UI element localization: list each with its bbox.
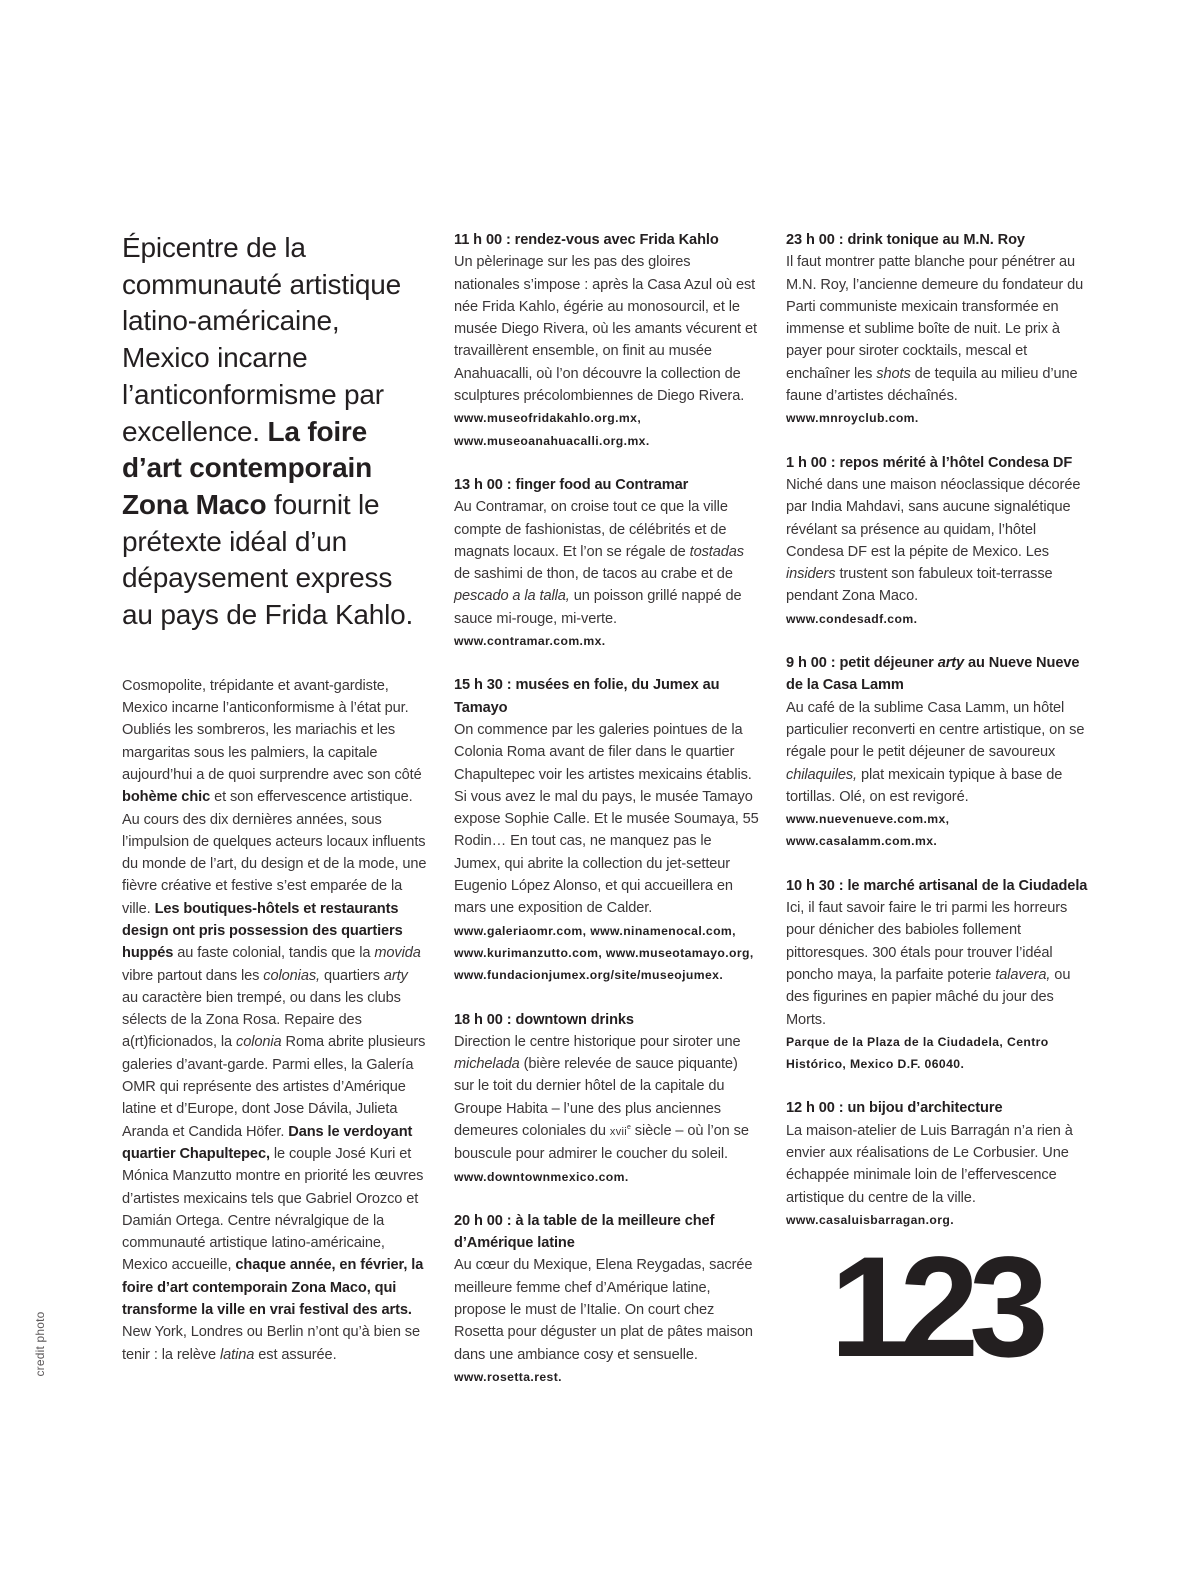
page-number: 123 [830,1228,1039,1387]
entry-text: La maison-atelier de Luis Barragán n’a rien à envier aux réalisations de Le Corbusier. Une échappée minimale loin de l’effervescence artistique du centre de la ville. [786,1122,1073,1206]
entry-url: www.contramar.com.mx. [454,634,606,649]
column-intro [122,229,427,1366]
entry-text: Au Contramar, on croise tout ce que la ville compte de fashionistas, de célébrités et de magnats locaux. Et l’on se régale de tostadas de sashimi de thon, de tacos au crabe et de pescado a la talla, un poisson grillé nappé de sauce mi-rouge, mi-verte. [454,499,744,627]
column-itinerary-1 [454,229,759,1410]
itinerary-entry-mn-roy [786,229,1091,430]
entry-text: Au café de la sublime Casa Lamm, un hôtel particulier reconverti en centre artistique, on se régale pour le petit déjeuner de savoureux chilaquiles, plat mexicain typique à base de tortillas. Olé, on est revigoré. [786,699,1085,805]
itinerary-entry-condesa-df [786,452,1091,630]
entry-text: Ici, il faut savoir faire le tri parmi les horreurs pour dénicher des babioles follement pittoresques. 300 étals pour trouver l’idéal poncho maya, la parfaite poterie talavera, ou des figurines en papier mâché du jour des Morts. [786,900,1071,1028]
entry-url: www.downtownmexico.com. [454,1169,629,1184]
entry-heading: 18 h 00 : downtown drinks [454,1011,634,1028]
entry-heading: 20 h 00 : à la table de la meilleure chef d’Amérique latine [454,1212,715,1252]
itinerary-entry-ciudadela [786,875,1091,1076]
body-paragraph: Cosmopolite, trépidante et avant-gardiste, Mexico incarne l’anticonformisme à l’état pur. Oubliés les sombreros, les mariachis et les margaritas sous les palmiers, la capitale aujourd’hui a de quoi surprendre avec son côté bohème chic et son effervescence artistique. Au cours des dix dernières années, sous l’impulsion de quelques acteurs locaux influents du monde de l’art, du design et de la mode, une fièvre créative et festive s’est emparée de la ville. Les boutiques-hôtels et restaurants design ont pris possession des quartiers huppés au faste colonial, tandis que la movida vibre partout dans les colonias, quartiers arty au caractère bien trempé, ou dans les clubs sélects de la Zona Rosa. Repaire des a(rt)ficionados, la colonia Roma abrite plusieurs galeries d’avant-garde. Parmi elles, la Galería OMR qui représente des artistes d’Amérique latine et d’Europe, dont Jose Dávila, Julieta Aranda et Candida Höfer. Dans le verdoyant quartier Chapultepec, le couple José Kuri et Mónica Manzutto montre en priorité les œuvres d’artistes mexicains tels que Gabriel Orozco et Damián Ortega. Centre névralgique de la communauté artistique latino-américaine, Mexico accueille, chaque année, en février, la foire d’art contemporain Zona Maco, qui transforme la ville en vrai festival des arts. New York, Londres ou Berlin n’ont qu’à bien se tenir : la relève latina est assurée. [122,677,427,1363]
itinerary-entry-frida-kahlo [454,229,759,452]
entry-heading: 13 h 00 : finger food au Contramar [454,476,689,493]
entry-heading: 11 h 00 : rendez-vous avec Frida Kahlo [454,232,719,248]
itinerary-entry-rosetta [454,1210,759,1388]
itinerary-entry-casa-lamm [786,652,1091,853]
entry-url: www.condesadf.com. [786,611,918,626]
itinerary-entry-museums [454,674,759,986]
entry-text: Un pèlerinage sur les pas des gloires nationales s’impose : après la Casa Azul où est née Frida Kahlo, égérie au monosourcil, et le musée Diego Rivera, où les amants vécurent et travaillèrent ensemble, on finit au musée Anahuacalli, où l’on découvre la collection de sculptures précolombiennes de Diego Rivera. [454,254,757,405]
intro-lead: Épicentre de la communauté artistique latino-américaine, Mexico incarne l’anticonformisme par excellence. La foire d’art contemporain Zona Maco fournit le prétexte idéal d’un dépaysement express au pays de Frida Kahlo. [122,232,414,631]
entry-url: www.casaluisbarragan.org. [786,1212,955,1227]
entry-url: www.mnroyclub.com. [786,411,919,426]
entry-text: Au cœur du Mexique, Elena Reygadas, sacrée meilleure femme chef d’Amérique latine, propose le must de l’Italie. On court chez Rosetta pour déguster un plat de pâtes maison dans une ambiance cosy et sensuelle. [454,1257,753,1363]
intro-lead-bold: La foire d’art contemporain Zona Maco [122,415,372,520]
entry-heading: 15 h 30 : musées en folie, du Jumex au Tamayo [454,677,720,716]
itinerary-entry-contramar [454,474,759,652]
entry-url: www.galeriaomr.com, www.ninamenocal.com, www.kurimanzutto.com, www.museotamayo.org, www.fundacionjumex.org/site/museojumex. [454,923,754,983]
entry-text: Il faut montrer patte blanche pour pénétrer au M.N. Roy, l’ancienne demeure du fondateur du Parti communiste mexicain transformée en immense et sublime boîte de nuit. Le prix à payer pour siroter cocktails, mescal et enchaîner les shots de tequila au milieu d’une faune d’artistes déchaînés. [786,254,1084,405]
entry-heading: 9 h 00 : petit déjeuner arty au Nueve Nueve de la Casa Lamm [786,655,1080,694]
itinerary-entry-downtown-drinks [454,1009,759,1188]
entry-url: www.museofridakahlo.org.mx, www.museoanahuacalli.org.mx. [454,411,650,448]
entry-address: Parque de la Plaza de la Ciudadela, Centro Histórico, Mexico D.F. 06040. [786,1034,1049,1072]
entry-url: www.nuevenueve.com.mx, www.casalamm.com.mx. [786,812,950,849]
entry-url: www.rosetta.rest. [454,1369,562,1384]
entry-text: Niché dans une maison néoclassique décorée par India Mahdavi, sans aucune signalétique révélant sa présence au quidam, l’hôtel Condesa DF est la pépite de Mexico. Les insiders trustent son fabuleux toit-terrasse pendant Zona Maco. [786,476,1081,605]
column-itinerary-2 [786,229,1091,1253]
entry-heading: 23 h 00 : drink tonique au M.N. Roy [786,232,1025,248]
entry-heading: 12 h 00 : un bijou d’architecture [786,1100,1003,1117]
entry-text: Direction le centre historique pour siroter une michelada (bière relevée de sauce piquante) sur le toit du dernier hôtel de la capitale du Groupe Habita – l’une des plus anciennes demeures coloniales du xvii$^e$ siècle – où l’on se bouscule pour admirer le coucher du soleil. [454,1033,749,1163]
photo-credit: credit photo [33,1311,47,1377]
entry-text: On commence par les galeries pointues de la Colonia Roma avant de filer dans le quartier Chapultepec voir les artistes mexicains établis. Si vous avez le mal du pays, le musée Tamayo expose Sophie Calle. Et le musée Soumaya, 55 Rodin… En tout cas, ne manquez pas le Jumex, qui abrite la collection du jet-setteur Eugenio López Alonso, et qui accueillera en mars une exposition de Calder. [454,721,759,917]
itinerary-entry-barragan [786,1097,1091,1231]
entry-heading: 1 h 00 : repos mérité à l’hôtel Condesa DF [786,454,1073,471]
entry-heading: 10 h 30 : le marché artisanal de la Ciudadela [786,877,1088,894]
